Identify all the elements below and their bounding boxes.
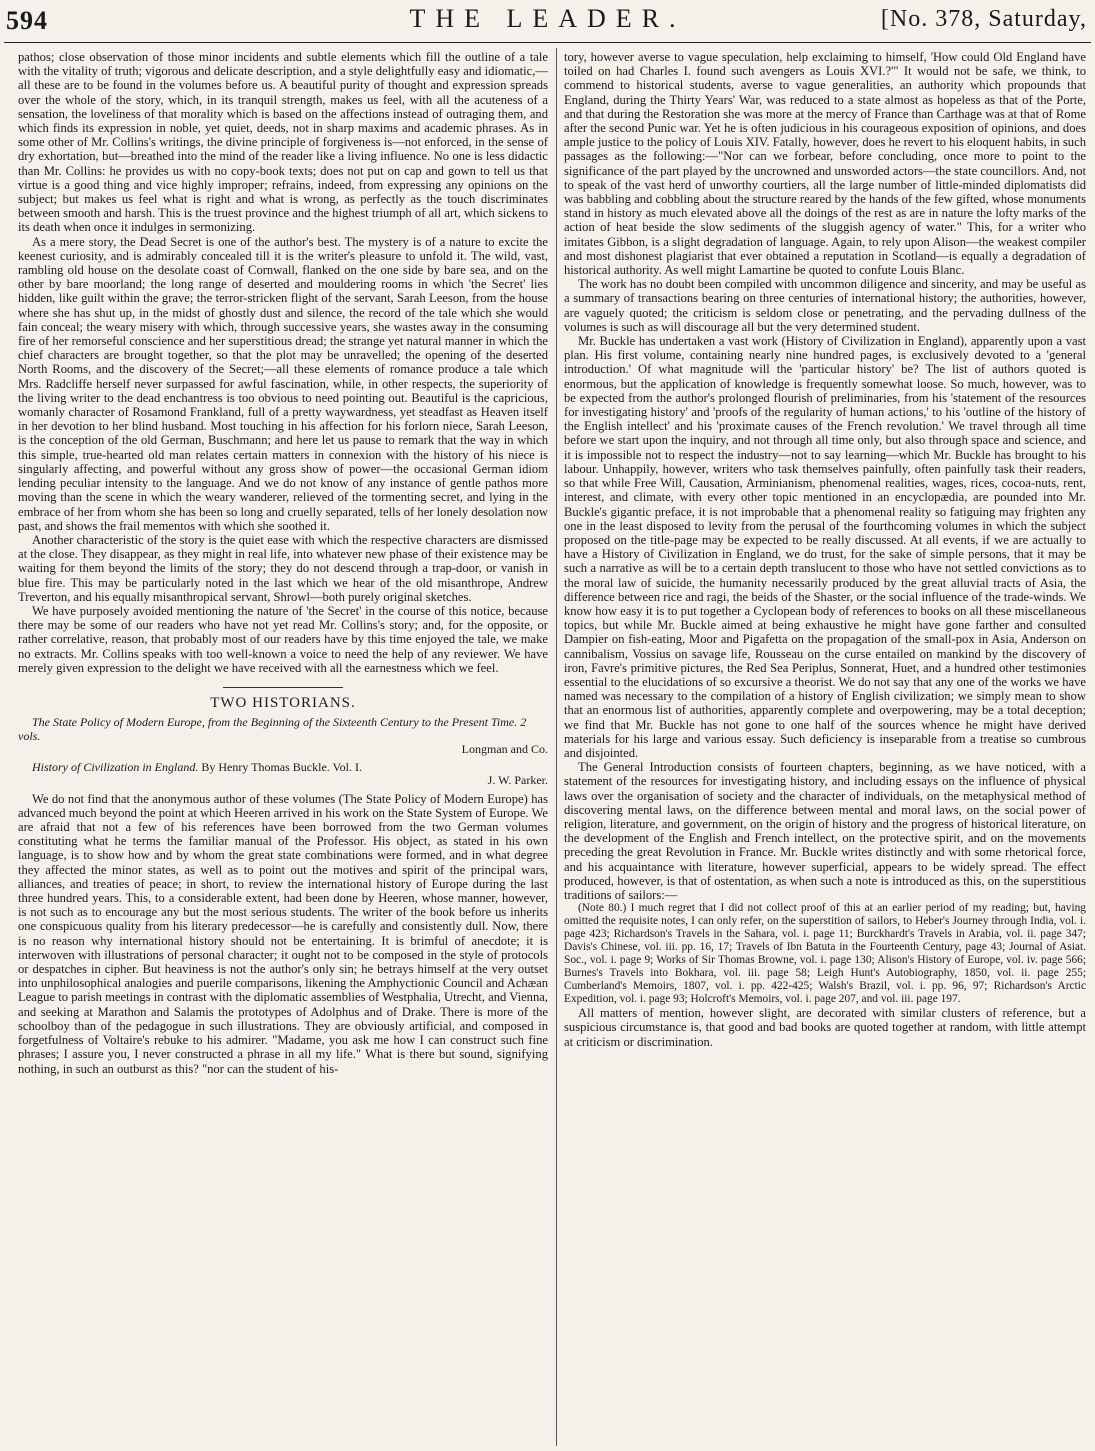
book-title: History of Civilization in England. xyxy=(32,759,199,774)
body-paragraph: As a mere story, the Dead Secret is one of the author's best. The mystery is of a nature to excite the keenest curiosity, and is admirably concealed till it is the writer's pleasure to unfold it. The wild, vast, rambling old house on the desolate coast of Cornwall, flanked on the one side by bare sea, and on the other by bare moorland; the long range of deserted and mouldering rooms in which 'the Secret' lies hidden, like guilt within the grave; the terror-stricken flight of the servant, Sarah Leeson, from the house where she has shut up, in the midst of ghostly dust and silence, the record of the tale which she would fain conceal; the weary misery with which, through successive years, she wastes away in the consuming fire of her remorseful conscience and her superstitious dread; the strange yet natural manner in which the chief characters are brought together, so that the plot may be unravelled; the opening of the deserted North Rooms, and the discovery of the Secret;—all these elements of romance produce a tale which Mrs. Radcliffe herself never surpassed for awful fascination, while, in other respects, the superiority of the living writer to the dead enchantress is too obvious to need pointing out. Beautiful is the capricious, womanly character of Rosamond Frankland, full of a pretty waywardness, yet steadfast as Heaven itself in her devotion to her blind husband. Most touching in his affection for his forlorn niece, Sarah Leeson, is the conception of the old German, Buschmann; and here let us pause to remark that the way in which this simple, true-hearted old man relates certain matters in connexion with the history of his niece is singularly affecting, and powerful without any gross show of power—the occasional German idiom lending peculiar intensity to the language. And we do not know of any instance of gentle pathos more moving than the scene in which the weary wanderer, relieved of the tormenting secret, and lying in the embrace of her from whom she has been so long and cruelly separated, tells of her lonely desolation now past, and shows the frail mementos with which she soothed it. xyxy=(18,234,548,533)
body-paragraph: tory, however averse to vague speculation, help exclaiming to himself, 'How could Old England have toiled on had Charles I. found such avengers as Louis XVI.?'" It would not be safe, we think, to commend to historical students, averse to vague generalities, an authority which propounds that England, during the Thirty Years' War, was reduced to a state almost as hopeless as that of the Porte, and that during the Restoration she was more at the mercy of France than Carthage was at that of Rome after the second Punic war. Yet he is often judicious in his courageous exposition of opinions, and does ample justice to the policy of Louis XIV. Fatally, however, does he revert to his eloquent habits, in such passages as the following:—"Nor can we forbear, before concluding, once more to point to the significance of the part played by the uncrowned and unsworded actors—the state councillors. And, not to speak of the vast herd of unworthy courtiers, all the large number of little-minded diplomatists did was babbling and cobbling about the structure reared by the hands of the few gifted, whose monuments stand in history as much elevated above all the doings of the rest as are in nature the lofty marks of the action of heat beside the slow sediments of the sluggish agency of water." This, for a writer who imitates Gibbon, is a slight degradation of language. Again, to rely upon Alison—the weakest compiler and most dishonest plagiarist that ever obtained a reputation in Scotland—is equally a degradation of historical authority. As well might Lamartine be quoted to confute Louis Blanc. xyxy=(564,50,1086,278)
page-header xyxy=(0,0,1095,44)
book-citation xyxy=(18,716,548,743)
body-paragraph: Mr. Buckle has undertaken a vast work (History of Civilization in England), apparently upon a vast plan. His first volume, containing nearly nine hundred pages, is exclusively devoted to a 'general introduction.' Of what magnitude will the 'particular history' be? The list of authors quoted is enormous, but the application of knowledge is frequently somewhat loose. So much, however, was to be expected from the author's prolonged flourish of preliminaries, from his 'statement of the resources for investigating history' and 'proofs of the regularity of human actions,' to his 'outline of the history of the English intellect' and his 'proximate causes of the French revolution.' We travel through all time before we start upon the inquiry, and not through all time only, but also through space and science, and it is impossible not to respect the industry—not to say learning—which Mr. Buckle has brought to his labour. Unhappily, however, writers who task themselves painfully, often painfully task their readers, so that while Free Will, Causation, Arminianism, phenomenal realities, wages, rices, cocoa-nuts, rent, interest, and climate, with every other topic mentioned in an encyclopædia, are pounded into Mr. Buckle's gigantic preface, it is not improbable that a phenomenal reality so fatiguing may frighten any one in the least disposed to levity from the perusal of the fourthcoming volumes in which the subject proposed on the title-page may be expected to be really discussed. At all events, if we are actually to have a History of Civilization in England, we do trust, for the sake of simple persons, that it may be such a narrative as will be to a certain depth translucent to those who have not settled convictions as to the moral law of suicide, the humanity necessarily produced by the great alluvial tracts of Asia, the difference between rice and ragi, the beids of the Shaster, or the social influence of the trade-winds. We know how easy it is to put together a Cyclopean body of references to books on all these miscellaneous topics, but while Mr. Buckle aimed at being exhaustive he might have gone farther and consulted Dampier on fish-eating, Moor and Pigafetta on the propagation of the small-pox in Asia, Anderson on cannibalism, Vossius on savage life, Rousseau on the curse entailed on mankind by the discovery of iron, Favre's primitive pictures, the Red Sea Periplus, Sonnerat, Huet, and a hundred other testimonies essential to the elucidations of so excursive a theorist. We do not say that any one of the works we have named was necessary to the compilation of a history of English civilization; we simply mean to show that an enormous list of authorities, apparently complete and overpowering, may be a total deception; we find that Mr. Buckle has not gone to one half of the sources whence he might have derived materials for his large and various essay. Such deficiency is inseparable from a treatise so cumbrous and disjointed. xyxy=(564,334,1086,760)
footnote: (Note 80.) I much regret that I did not collect proof of this at an earlier period of my reading; but, having omitted the requisite notes, I can only refer, on the superstition of sailors, to Heber's Journey through India, vol. i. page 423; Richardson's Travels in the Sahara, vol. i. page 11; Burckhardt's Travels in Arabia, vol. ii. page 347; Davis's Chinese, vol. iii. pp. 16, 17; Travels of Ibn Batuta in the Fourteenth Century, page 43; Journal of Asiat. Soc., vol. i. page 9; Works of Sir Thomas Browne, vol. i. page 130; Alison's History of Europe, vol. iv. page 566; Burnes's Travels into Bokhara, vol. iii. page 58; Leigh Hunt's Autobiography, 1850, vol. ii. page 255; Cumberland's Memoirs, 1807, vol. i. pp. 422-425; Walsh's Brazil, vol. i. pp. 96, 97; Richardson's Arctic Expedition, vol. i. page 93; Holcroft's Memoirs, vol. i. page 207, and vol. iii. page 197. xyxy=(564,902,1086,1006)
body-paragraph: Another characteristic of the story is the quiet ease with which the respective characters are dismissed at the close. They disappear, as they might in real life, into whatever new phase of their existence may be waiting for them beyond the limits of the story; they do not descend through a trap-door, or vanish in blue fire. This may be particularly noted in the last which we hear of the old misanthrope, Andrew Treverton, and his equally misanthropical servant, Shrowl—both purely original sketches. xyxy=(18,532,548,604)
body-paragraph: We have purposely avoided mentioning the nature of 'the Secret' in the course of this notice, because there may be some of our readers who have not yet read Mr. Collins's story; and, for the opposite, or rather correlative, reason, that probably most of our readers have by this time enjoyed the tale, we make no extracts. Mr. Collins speaks with too well-known a voice to need the help of any reviewer. We have merely given expression to the delight we have received with all the earnestness which we feel. xyxy=(18,603,548,675)
right-column xyxy=(564,50,1086,1445)
closing-paragraph: All matters of mention, however slight, are decorated with similar clusters of reference, but a suspicious circumstance is, that good and bad books are quoted together at random, with little attempt at criticism or discrimination. xyxy=(564,1006,1086,1049)
header-rule xyxy=(4,42,1091,43)
book-title: The State Policy of Modern Europe, from the Beginning of the Sixteenth Century to the Present Time. 2 vols. xyxy=(18,715,527,743)
page-number: 594 xyxy=(6,6,48,35)
section-rule xyxy=(223,687,343,688)
body-paragraph: pathos; close observation of those minor incidents and subtle elements which fill the outline of a tale with the vitality of truth; vigorous and delicate description, and a style delightfully easy and idiomatic,—all these are to be found in the volumes before us. A beautiful purity of thought and expression spreads over the whole of the story, which, in its tranquil strength, makes us feel, with all the acuteness of a sensation, the loveliness of that morality which is based on the affections instead of outraging them, and which finds its expression in noble, yet quiet, deeds, not in sharp maxims and academic phrases. As in some other of Mr. Collins's writings, the divine principle of forgiveness is—not enforced, in the sense of dry exhortation, but—breathed into the mind of the reader like a living influence. No one is less didactic than Mr. Collins: he provides us with no copy-book texts; does not put on cap and gown to tell us that virtue is a good thing and vice highly improper; refrains, indeed, from expressing any opinions on the subject; but makes us feel what is right and what is wrong, as perfectly as the touch discriminates between smooth and harsh. This is the truest province and the highest triumph of all art, which sickens to its death when once it indulges in sermonizing. xyxy=(18,50,548,235)
left-column xyxy=(18,50,548,1445)
column-divider xyxy=(556,48,557,1446)
review-paragraph: We do not find that the anonymous author of these volumes (The State Policy of Modern Europe) has advanced much beyond the point at which Heeren arrived in his work on the State System of Europe. We are afraid that not a few of his references have been borrowed from the two German volumes constituting what he terms the familiar manual of the Professor. His object, as stated in his own language, is to show how and by whom the great state combinations were formed, and in what degree they affected the minor states, as well as to point out the motives and spirit of the principal wars, alliances, and treaties of peace; in short, to review the international history of Europe during the last three hundred years. This, to a considerable extent, had been done by Heeren, whose manner, however, is not such as to encourage any but the most serious students. The writer of the book before us inherits one conspicuous quality from his literary predecessor—he is carefully and consistently dull. Now, there is no reason why international history should not be entertaining. It is brimful of anecdote; it is interwoven with illustrations of personal character; it ought not to be composed in the style of protocols or despatches in cipher. But heaviness is not the author's only sin; he betrays himself at the very outset into unphilosophical analogies and puerile comparisons, likening the Amphyctionic Council and Achæan League to parish meetings in contrast with the diplomatic assemblies of Westphalia, Utrecht, and Vienna, and seeking at Marathon and Salamis the prototypes of Adolphus and of Drake. There is more of the schoolboy than of the pedagogue in such illustrations. They are obviously artificial, and composed in forgetfulness of Voltaire's rebuke to his admirer. "Madame, you ask me how I can construct such fine phrases; I assure you, I never constructed a phrase in all my life." What is there but sound, signifying nothing, in such an outburst as this? "nor can the student of his- xyxy=(18,791,548,1076)
book-publisher: J. W. Parker. xyxy=(487,773,548,788)
masthead-title: THE LEADER. xyxy=(409,4,686,33)
body-paragraph: The work has no doubt been compiled with uncommon diligence and sincerity, and may be useful as a summary of transactions bearing on three centuries of international history; the authorities, however, are vaguely quoted; the criticism is seldom close or penetrating, and the pervading dullness of the volumes is such as will discourage all but the very determined student. xyxy=(564,277,1086,334)
section-title: TWO HISTORIANS. xyxy=(210,694,356,711)
issue-label: [No. 378, Saturday, xyxy=(880,6,1087,32)
body-paragraph: The General Introduction consists of fourteen chapters, beginning, as we have noticed, with a statement of the resources for investigating history, and including essays on the influence of physical laws over the organisation of society and the character of individuals, on the metaphysical method of discovering mental laws, on the difference between mental and moral laws, on the social power of religion, literature, and government, on the origin of history and the progress of historical literature, on the development of the English and French intellect, on the protective spirit, and on the movements preceding the great Revolution in France. Mr. Buckle writes distinctly and with some rhetorical force, and his acquaintance with literature, however superficial, appears to be widely spread. The effect produced, however, is that of ostentation, as when such a note is introduced as this, on the superstitious traditions of sailors:— xyxy=(564,760,1086,902)
book-citation xyxy=(18,761,548,775)
book-author: By Henry Thomas Buckle. Vol. I. xyxy=(201,759,363,774)
book-publisher: Longman and Co. xyxy=(461,742,548,757)
